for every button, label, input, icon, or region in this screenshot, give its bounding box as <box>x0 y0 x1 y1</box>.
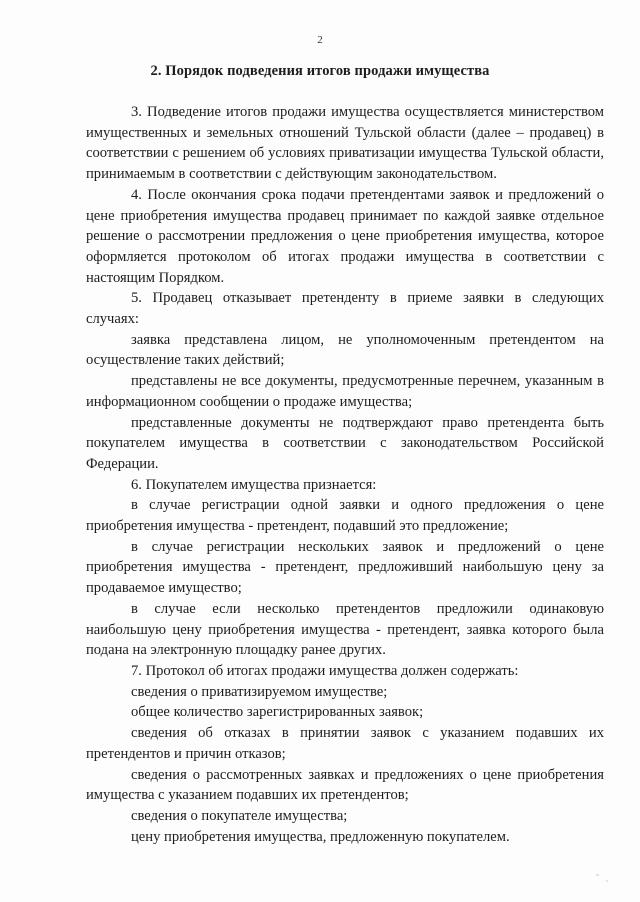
list-item: представленные документы не подтверждают право претендента быть покупателем имущества в соответствии с законодательством Российской Федерации. <box>86 414 604 472</box>
paragraph-5: 5. Продавец отказывает претенденту в приеме заявки в следующих случаях: <box>86 290 604 328</box>
paragraph-3: 3. Подведение итогов продажи имущества осуществляется министерством имущественных и земельных отношений Тульской области (далее – продавец) в соответствии с решением об условиях приватизации имущества Тульской области, принимаемым в соответствии с действующим законодательством. <box>86 104 604 183</box>
section-heading: 2. Порядок подведения итогов продажи имущества <box>150 63 490 79</box>
list-item: сведения о рассмотренных заявках и предложениях о цене приобретения имущества с указанием подавших их претендентов; <box>86 766 604 804</box>
list-item: сведения о покупателе имущества; <box>131 807 348 824</box>
paragraph-6: 6. Покупателем имущества признается: <box>131 476 377 493</box>
body-text <box>86 102 604 847</box>
list-item: в случае регистрации одной заявки и одного предложения о цене приобретения имущества - претендент, подавший это предложение; <box>86 497 604 535</box>
list-item: в случае если несколько претендентов предложили одинаковую наибольшую цену приобретения имущества - претендент, заявка которого была подана на электронную площадку ранее других. <box>86 600 604 659</box>
paragraph-7: 7. Протокол об итогах продажи имущества должен содержать: <box>131 662 519 679</box>
list-item: сведения о приватизируемом имуществе; <box>131 683 388 700</box>
list-item: представлены не все документы, предусмотренные перечнем, указанным в информационном сообщении о продаже имущества; <box>86 373 604 410</box>
list-item: цену приобретения имущества, предложенную покупателем. <box>131 828 510 845</box>
list-item: общее количество зарегистрированных заявок; <box>131 704 424 721</box>
scan-speck <box>606 880 608 882</box>
scan-speck <box>596 874 599 876</box>
paragraph-4: 4. После окончания срока подачи претендентами заявок и предложений о цене приобретения имущества продавец принимает по каждой заявке отдельное решение о рассмотрении предложения о цене приобретения имущества, которое оформляется протоколом об итогах продажи имущества в соответствии с настоящим Порядком. <box>86 186 604 286</box>
page-number: 2 <box>317 34 323 46</box>
list-item: сведения об отказах в принятии заявок с указанием подавших их претендентов и причин отказов; <box>86 725 604 762</box>
list-item: заявка представлена лицом, не уполномоченным претендентом на осуществление таких действий; <box>86 331 604 369</box>
list-item: в случае регистрации нескольких заявок и предложений о цене приобретения имущества - претендент, предложивший наибольшую цену за продаваемое имущество; <box>86 538 604 597</box>
